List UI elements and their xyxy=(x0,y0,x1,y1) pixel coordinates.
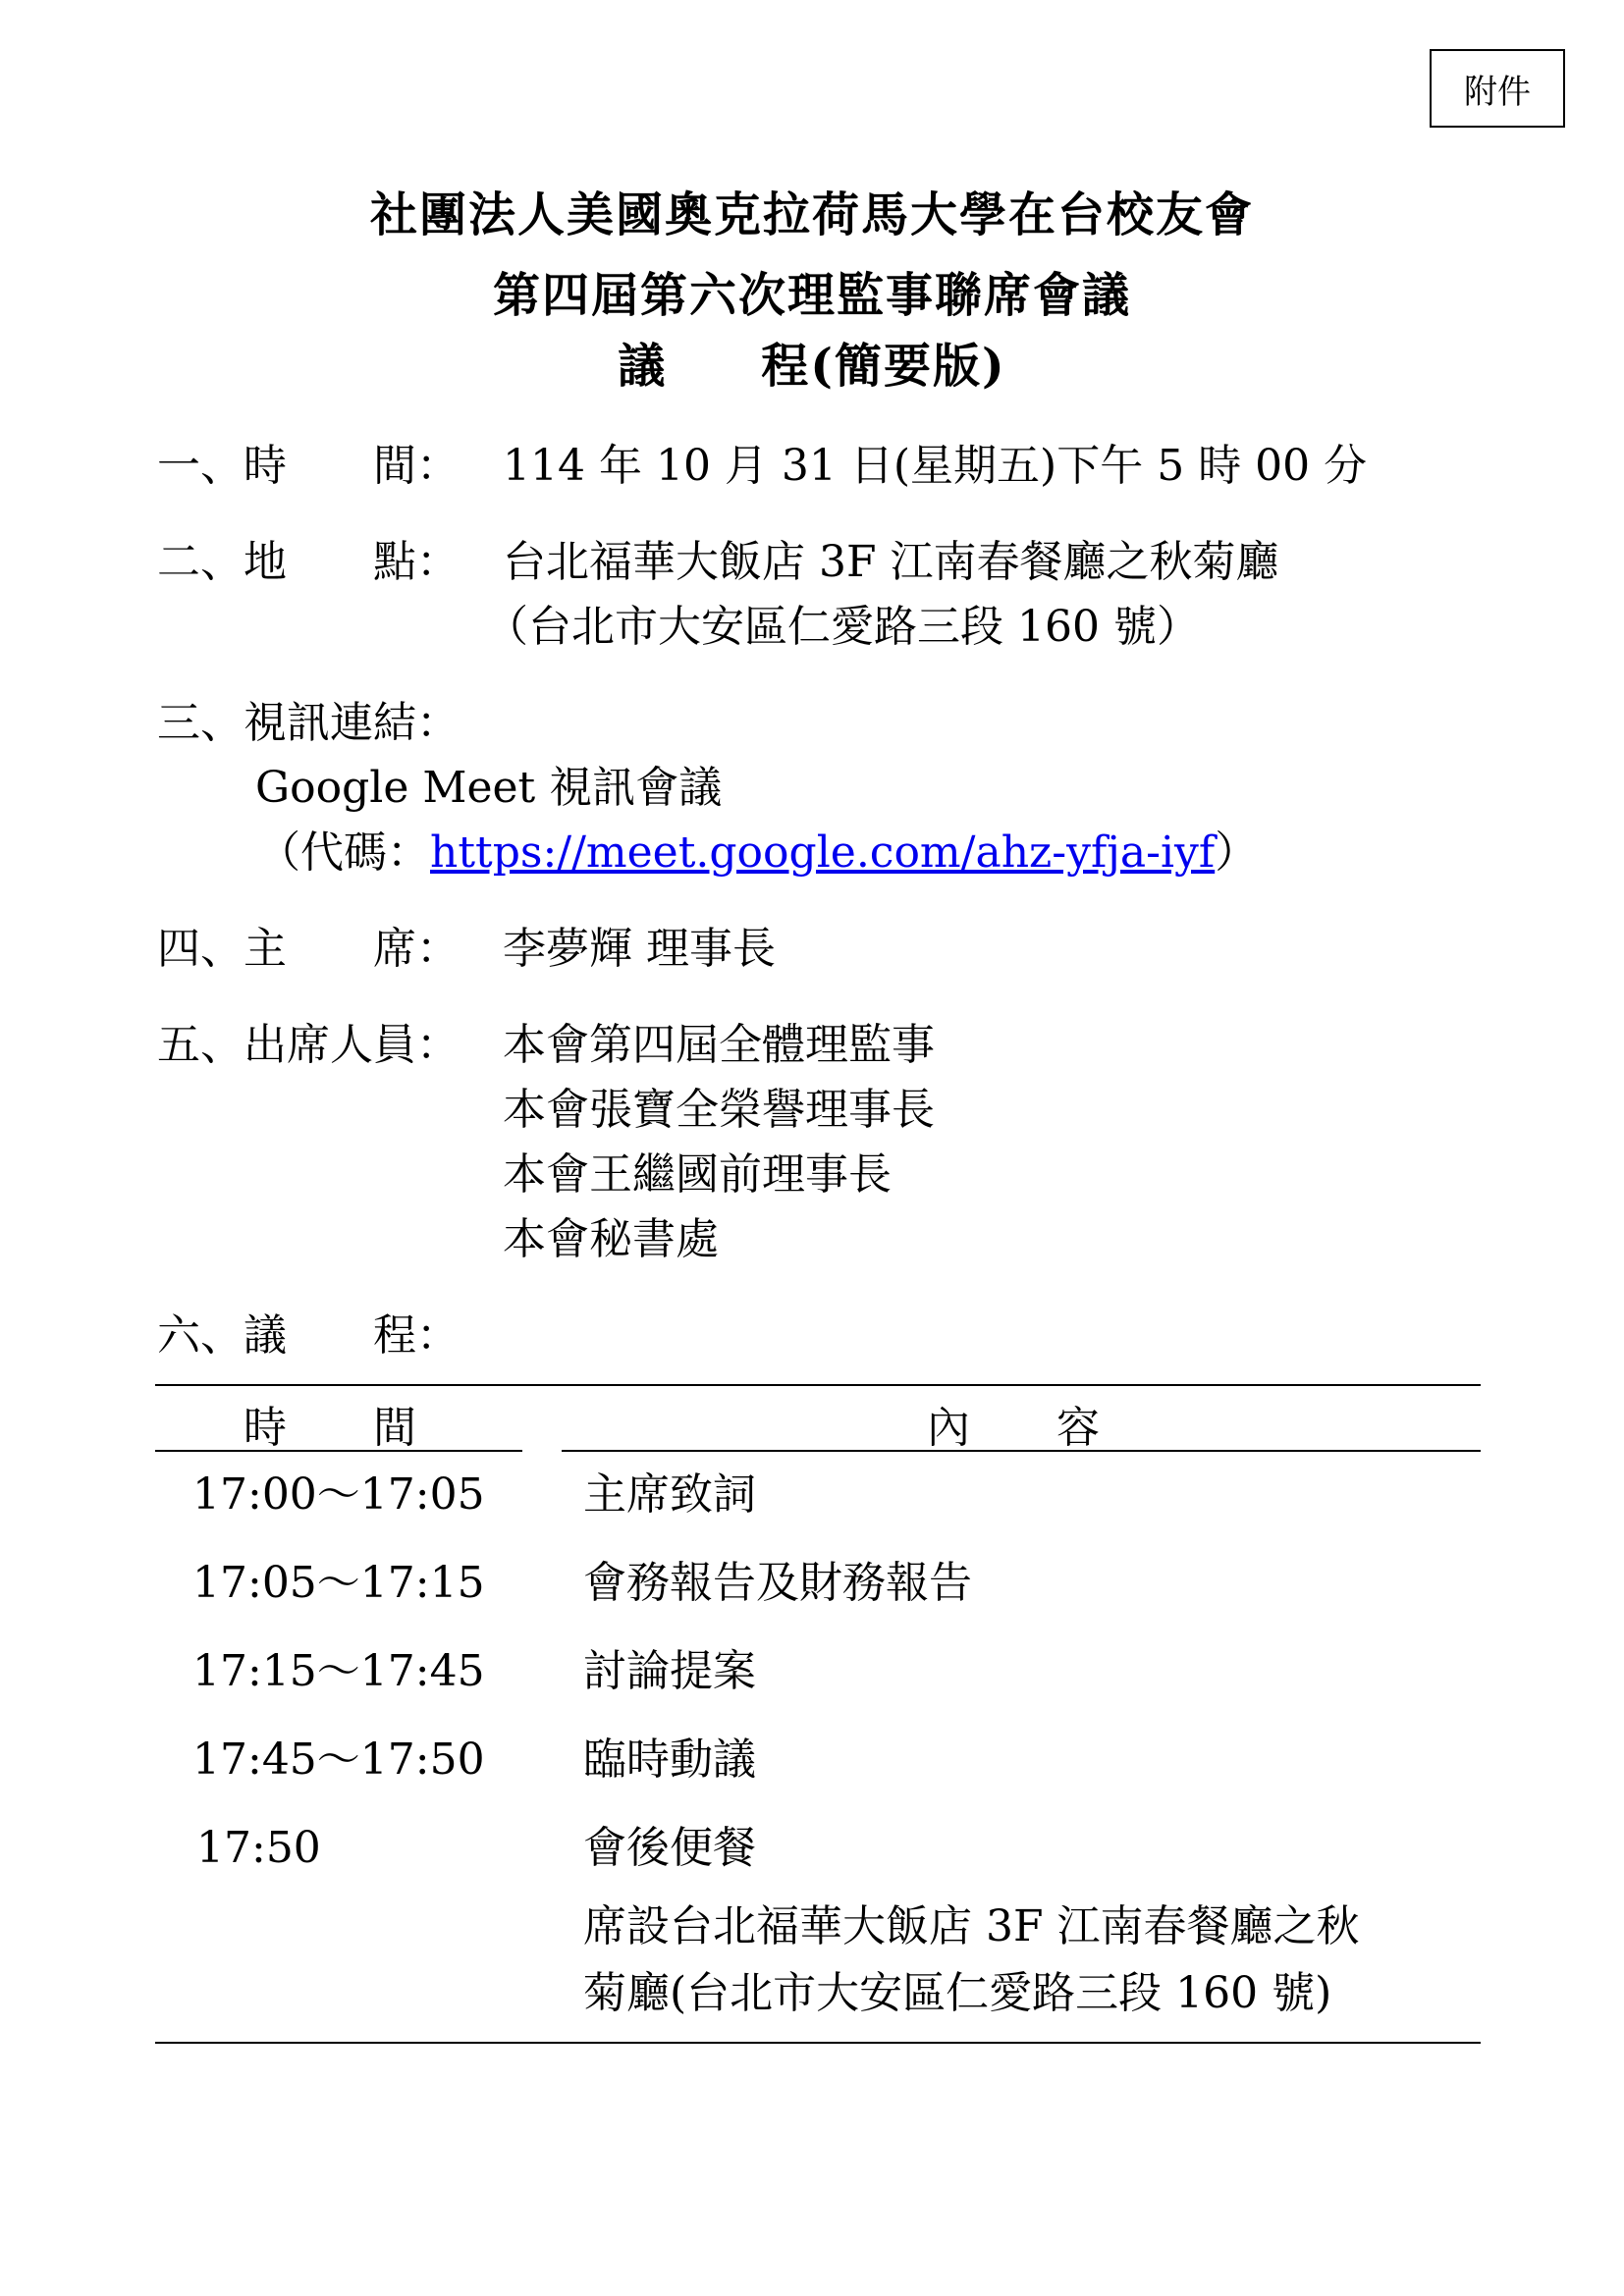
agenda-title xyxy=(0,328,1624,396)
agenda-title-right: 程(簡要版) xyxy=(761,339,1006,394)
section-place-value: 台北福華大飯店 3F 江南春餐廳之秋菊廳 xyxy=(503,537,1279,587)
table-note-line: 菊廳(台北市大安區仁愛路三段 160 號) xyxy=(583,1968,1332,2018)
attendee-item: 本會第四屆全體理監事 xyxy=(503,1020,935,1070)
section-place-label: 二、地 點： xyxy=(157,537,460,587)
attendee-item: 本會張寶全榮譽理事長 xyxy=(503,1085,935,1135)
section-chair-label: 四、主 席： xyxy=(157,924,460,974)
org-title: 社團法人美國奧克拉荷馬大學在台校友會 xyxy=(369,187,1254,242)
table-row-content: 會務報告及財務報告 xyxy=(583,1558,972,1608)
table-header-rule-time xyxy=(155,1450,522,1452)
section-video-label: 三、視訊連結： xyxy=(157,698,460,748)
attendee-item: 本會秘書處 xyxy=(503,1214,719,1264)
video-code-suffix: ） xyxy=(1215,828,1259,878)
table-row-time: 17:15～17:45 xyxy=(192,1646,485,1696)
meet-link[interactable]: https://meet.google.com/ahz-yfja-iyf xyxy=(430,828,1216,878)
table-row-content: 討論提案 xyxy=(583,1646,756,1696)
section-agenda-label: 六、議 程： xyxy=(157,1310,460,1361)
section-time-value: 114 年 10 月 31 日(星期五)下午 5 時 00 分 xyxy=(503,441,1368,491)
section-chair xyxy=(157,917,776,982)
attachment-label: 附件 xyxy=(1430,49,1565,128)
meeting-title: 第四屆第六次理監事聯席會議 xyxy=(492,268,1131,323)
table-row-content: 臨時動議 xyxy=(583,1735,756,1785)
table-row-content: 主席致詞 xyxy=(583,1469,756,1520)
table-header-time: 時 間 xyxy=(244,1403,416,1453)
attendee-item: 本會王繼國前理事長 xyxy=(503,1149,892,1200)
section-video-service: Google Meet 視訊會議 xyxy=(255,763,723,813)
table-bottom-rule xyxy=(155,2042,1481,2044)
section-video-code xyxy=(257,821,1258,885)
table-header-rule-content xyxy=(562,1450,1481,1452)
table-row-time: 17:45～17:50 xyxy=(192,1735,485,1785)
section-attendees xyxy=(157,1013,935,1078)
table-row-time: 17:00～17:05 xyxy=(192,1469,485,1520)
section-place-address: （台北市大安區仁愛路三段 160 號） xyxy=(485,602,1200,652)
section-chair-value: 李夢輝 理事長 xyxy=(503,924,776,974)
agenda-title-left: 議 xyxy=(618,339,668,394)
table-row-time: 17:05～17:15 xyxy=(192,1558,485,1608)
table-header-content: 內 容 xyxy=(927,1403,1100,1453)
video-code-prefix: （代碼： xyxy=(257,828,430,878)
section-attendees-label: 五、出席人員： xyxy=(157,1020,460,1070)
table-top-rule xyxy=(155,1384,1481,1386)
section-time xyxy=(157,434,1367,499)
table-row-content: 會後便餐 xyxy=(583,1823,756,1873)
table-note-line: 席設台北福華大飯店 3F 江南春餐廳之秋 xyxy=(583,1901,1360,1951)
section-place xyxy=(157,530,1279,595)
section-time-label: 一、時 間： xyxy=(157,441,460,491)
table-row-time: 17:50 xyxy=(196,1823,321,1873)
